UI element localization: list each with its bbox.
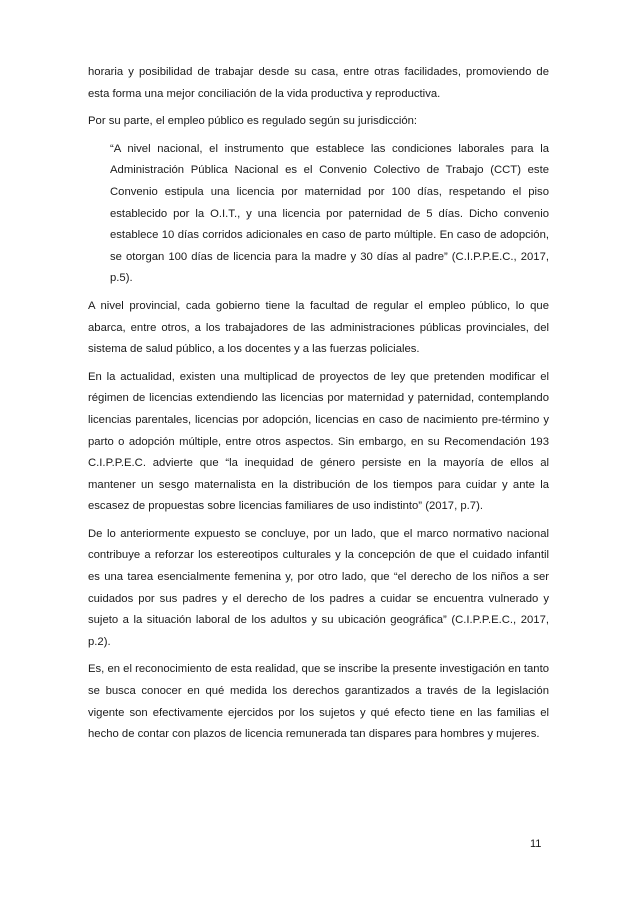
block-quote: “A nivel nacional, el instrumento que establece las condiciones laborales para la Administración Pública Nacional es el Convenio Colectivo de Trabajo (CCT) este Convenio estipula una licencia por maternidad por 100 días, respetando el piso establecido por la O.I.T., y una licencia por paternidad de 5 días. Dicho convenio establece 10 días corridos adicionales en caso de parto múltiple. En caso de adopción, se otorgan 100 días de licencia para la madre y 30 días al padre” (C.I.P.P.E.C., 2017, p.5). (110, 142, 549, 285)
paragraph-provincial: A nivel provincial, cada gobierno tiene la facultad de regular el empleo público, lo que abarca, entre otros, a los trabajadores de las administraciones públicas provinciales, del sistema de salud público, a los docentes y a las fuerzas policiales. (88, 299, 549, 356)
paragraph-conclusion: De lo anteriormente expuesto se concluye, por un lado, que el marco normativo nacional contribuye a reforzar los estereotipos culturales y la concepción de que el cuidado infantil es una tarea esencialmente femenina y, por otro lado, que “el derecho de los niños a ser cuidados por sus padres y el derecho de los padres a cuidar se encuentra vulnerado y sujeto a la situación laboral de los adultos y su ubicación geográfica” (C.I.P.P.E.C., 2017, p.2). (88, 527, 549, 648)
page-number: 11 (530, 838, 542, 850)
paragraph-public-employment: Por su parte, el empleo público es regulado según su jurisdicción: (88, 115, 418, 128)
paragraph-current-projects: En la actualidad, existen una multiplicad de proyectos de ley que pretenden modificar el régimen de licencias extendiendo las licencias por maternidad y paternidad, contemplando licencias parentales, licencias por adopción, licencias en caso de nacimiento pre-término y parto o adopción múltiple, entre otros aspectos. Sin embargo, en su Recomendación 193 C.I.P.P.E.C. advierte que “la inequidad de género persiste en la mayoría de ellos al mantener un sesgo maternalista en la distribución de los tiempos para cuidar y ante la escasez de propuestas sobre licencias familiares de uso indistinto” (2017, p.7). (88, 370, 549, 513)
paragraph-continuation: horaria y posibilidad de trabajar desde su casa, entre otras facilidades, promoviendo de esta forma una mejor conciliación de la vida productiva y reproductiva. (88, 66, 549, 100)
paragraph-research: Es, en el reconocimiento de esta realidad, que se inscribe la presente investigación en tanto se busca conocer en qué medida los derechos garantizados a través de la legislación vigente son efectivamente ejercidos por los sujetos y qué efecto tiene en las familias el hecho de contar con plazos de licencia remunerada tan dispares para hombres y mujeres. (88, 663, 549, 741)
body-text (88, 62, 549, 752)
